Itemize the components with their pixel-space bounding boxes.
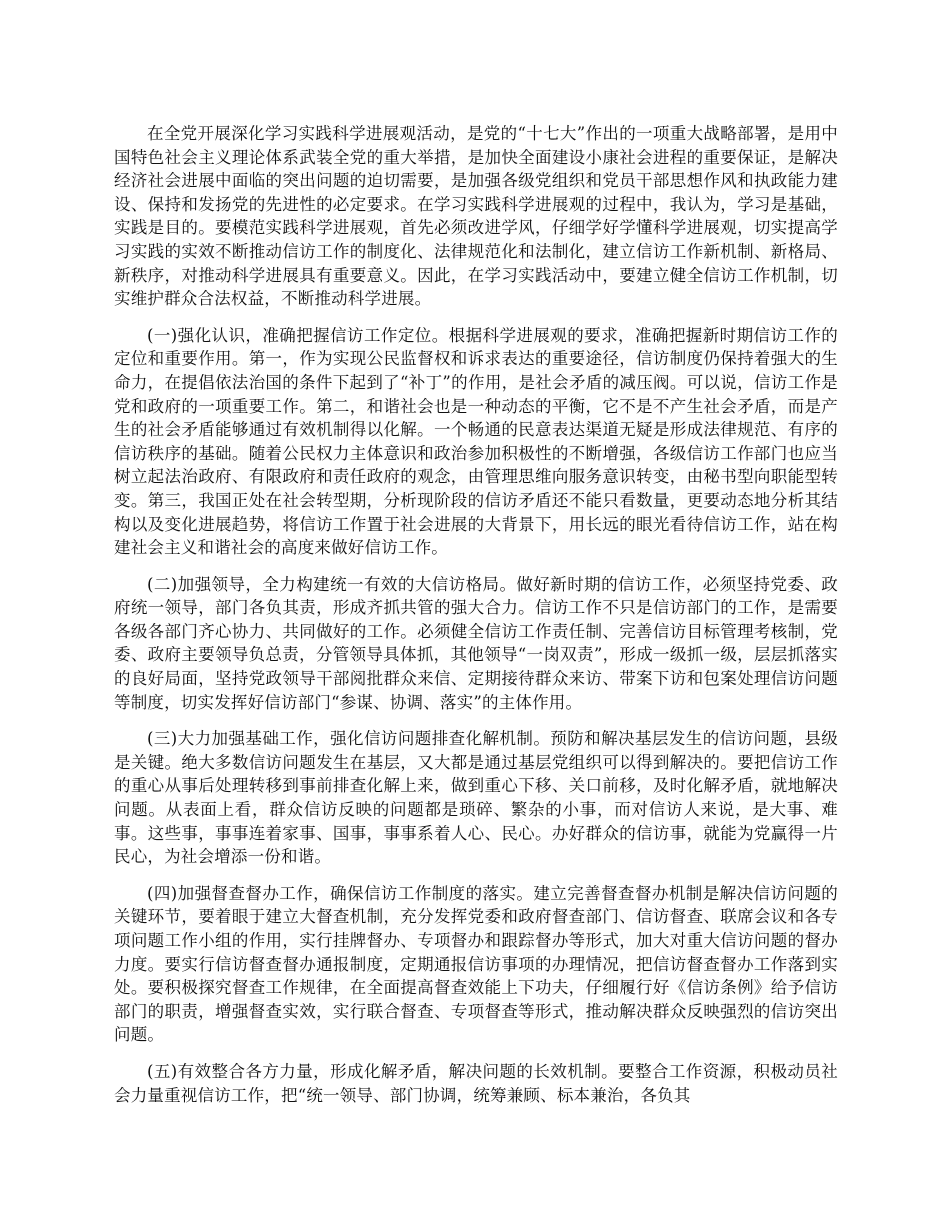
paragraph-section-2: (二)加强领导，全力构建统一有效的大信访格局。做好新时期的信访工作，必须坚持党委、政府统一领导，部门各负其责，形成齐抓共管的强大合力。信访工作不只是信访部门的工作，是需要各级各部门齐心协力、共同做好的工作。必须健全信访工作责任制、完善信访目标管理考核制，党委、政府主要领导负总责，分管领导具体抓，其他领导“一岗双责”，形成一级抓一级，层层抓落实的良好局面，坚持党政领导干部阅批群众来信、定期接待群众来访、带案下访和包案处理信访问题等制度，切实发挥好信访部门“参谋、协调、落实”的主体作用。 [114, 574, 838, 712]
paragraph-section-4: (四)加强督查督办工作，确保信访工作制度的落实。建立完善督查督办机制是解决信访问题的关键环节，要着眼于建立大督查机制，充分发挥党委和政府督查部门、信访督查、联席会议和各专项问题工作小组的作用，实行挂牌督办、专项督办和跟踪督办等形式，加大对重大信访问题的督办力度。要实行信访督查督办通报制度，定期通报信访事项的办理情况，把信访督查督办工作落到实处。要积极探究督查工作规律，在全面提高督查效能上下功夫，仔细履行好《信访条例》给予信访部门的职责，增强督查实效，实行联合督查、专项督查等形式，推动解决群众反映强烈的信访突出问题。 [114, 883, 838, 1045]
paragraph-section-1: (一)强化认识，准确把握信访工作定位。根据科学进展观的要求，准确把握新时期信访工作的定位和重要作用。第一，作为实现公民监督权和诉求表达的重要途径，信访制度仍保持着强大的生命力，在提倡依法治国的条件下起到了“补丁”的作用，是社会矛盾的减压阀。可以说，信访工作是党和政府的一项重要工作。第二，和谐社会也是一种动态的平衡，它不是不产生社会矛盾，而是产生的社会矛盾能够通过有效机制得以化解。一个畅通的民意表达渠道无疑是形成法律规范、有序的信访秩序的基础。随着公民权力主体意识和政治参加积极性的不断增强，各级信访工作部门也应当树立起法治政府、有限政府和责任政府的观念，由管理思维向服务意识转变，由秘书型向职能型转变。第三，我国正处在社会转型期，分析现阶段的信访矛盾还不能只看数量，更要动态地分析其结构以及变化进展趋势，将信访工作置于社会进展的大背景下，用长远的眼光看待信访工作，站在构建社会主义和谐社会的高度来做好信访工作。 [114, 325, 838, 558]
paragraph-section-5: (五)有效整合各方力量，形成化解矛盾，解决问题的长效机制。要整合工作资源，积极动员社会力量重视信访工作，把“统一领导、部门协调，统筹兼顾、标本兼治，各负其 [114, 1061, 838, 1105]
paragraph-intro: 在全党开展深化学习实践科学进展观活动，是党的“十七大”作出的一项重大战略部署，是用中国特色社会主义理论体系武装全党的重大举措，是加快全面建设小康社会进程的重要保证，是解决经济社会进展中面临的突出问题的迫切需要，是加强各级党组织和党员干部思想作风和执政能力建设、保持和发扬党的先进性的必定要求。在学习实践科学进展观的过程中，我认为，学习是基础，实践是目的。要模范实践科学进展观，首先必须改进学风，仔细学好学懂科学进展观，切实提高学习实践的实效不断推动信访工作的制度化、法律规范化和法制化，建立信访工作新机制、新格局、新秩序，对推动科学进展具有重要意义。因此，在学习实践活动中，要建立健全信访工作机制，切实维护群众合法权益，不断推动科学进展。 [114, 124, 838, 309]
paragraph-section-3: (三)大力加强基础工作，强化信访问题排查化解机制。预防和解决基层发生的信访问题，县级是关键。绝大多数信访问题发生在基层，又大都是通过基层党组织可以得到解决的。要把信访工作的重心从事后处理转移到事前排查化解上来，做到重心下移、关口前移，及时化解矛盾，就地解决问题。从表面上看，群众信访反映的问题都是琐碎、繁杂的小事，而对信访人来说，是大事、难事。这些事，事事连着家事、国事，事事系着人心、民心。办好群众的信访事，就能为党赢得一片民心，为社会增添一份和谐。 [114, 729, 838, 867]
document-body [114, 122, 838, 1107]
